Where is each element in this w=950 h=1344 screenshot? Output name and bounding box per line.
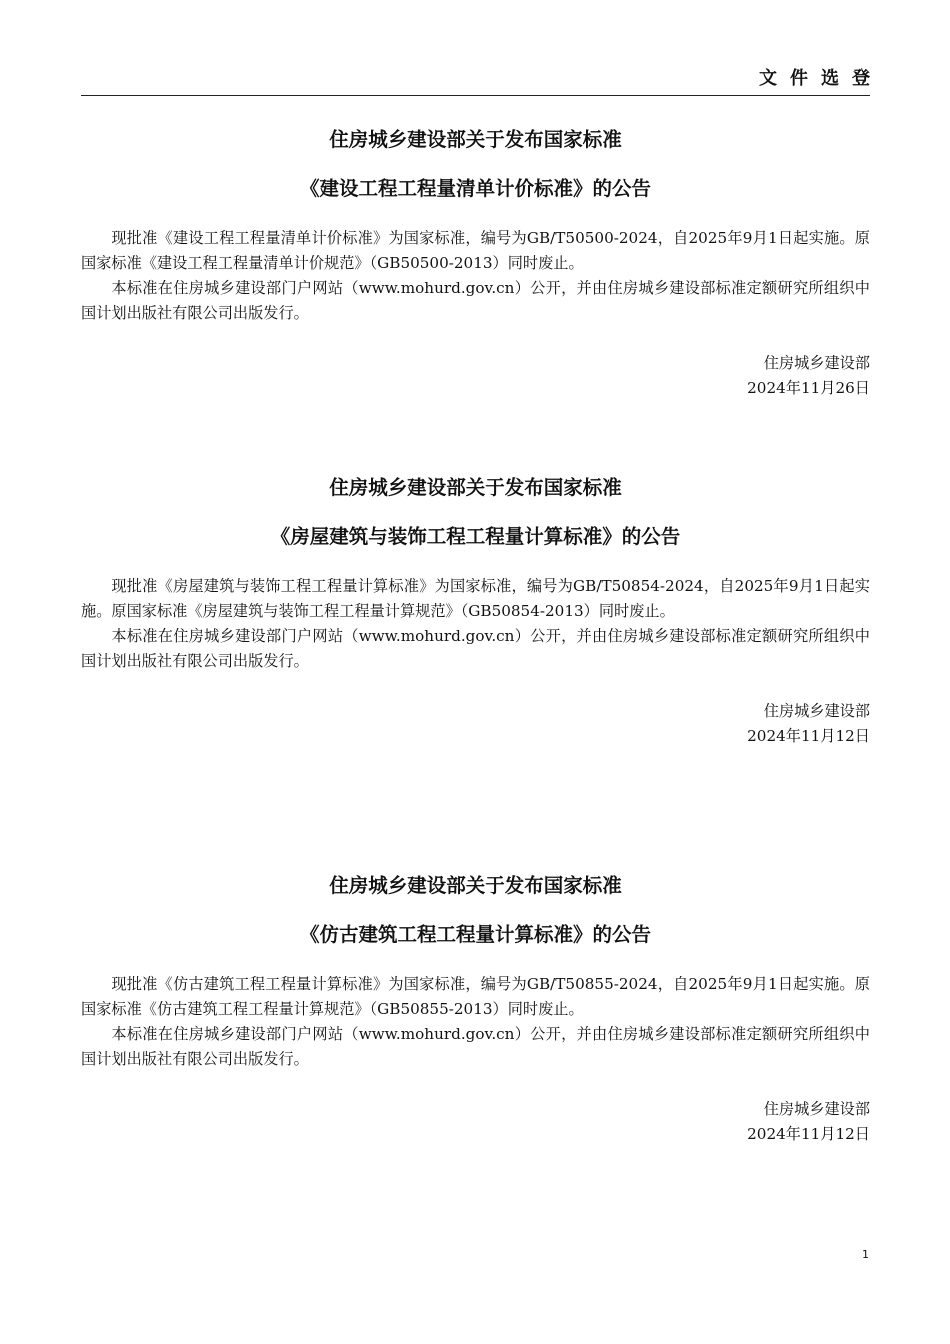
notice-1 (81, 127, 870, 401)
notice-paragraph: 本标准在住房城乡建设部门户网站（www.mohurd.gov.cn）公开，并由住房城乡建设部标准定额研究所组织中国计划出版社有限公司出版发行。 (81, 627, 870, 670)
notice-body (81, 972, 870, 1072)
page-number: 1 (862, 1248, 869, 1261)
signatory: 住房城乡建设部 (763, 702, 870, 720)
page-header (81, 66, 883, 96)
notice-date: 2024年11月12日 (747, 1125, 870, 1143)
notice-signature (81, 699, 870, 749)
notice-signature (81, 351, 870, 401)
notice-date: 2024年11月26日 (747, 379, 870, 397)
notice-signature (81, 1097, 870, 1147)
notice-paragraph: 本标准在住房城乡建设部门户网站（www.mohurd.gov.cn）公开，并由住房城乡建设部标准定额研究所组织中国计划出版社有限公司出版发行。 (81, 279, 870, 322)
notice-date: 2024年11月12日 (747, 727, 870, 745)
notice-title-line2: 《建设工程工程量清单计价标准》的公告 (299, 177, 651, 200)
notice-title-line1: 住房城乡建设部关于发布国家标准 (329, 476, 622, 499)
notice-paragraph: 现批准《建设工程工程量清单计价标准》为国家标准，编号为GB/T50500-2024，自2025年9月1日起实施。原国家标准《建设工程工程量清单计价规范》（GB50500-2013）同时废止。 (81, 229, 870, 272)
notice-3 (81, 873, 870, 1147)
notice-paragraph: 现批准《仿古建筑工程工程量计算标准》为国家标准，编号为GB/T50855-2024，自2025年9月1日起实施。原国家标准《仿古建筑工程工程量计算规范》（GB50855-2013）同时废止。 (81, 975, 870, 1018)
notice-title-line1: 住房城乡建设部关于发布国家标准 (329, 874, 622, 897)
notice-title-line2: 《仿古建筑工程工程量计算标准》的公告 (299, 923, 651, 946)
notice-body (81, 574, 870, 674)
section-title: 文件选登 (759, 68, 883, 89)
notice-2 (81, 475, 870, 749)
notice-paragraph: 现批准《房屋建筑与装饰工程工程量计算标准》为国家标准，编号为GB/T50854-2024，自2025年9月1日起实施。原国家标准《房屋建筑与装饰工程工程量计算规范》（GB50854-2013）同时废止。 (81, 577, 870, 620)
signatory: 住房城乡建设部 (763, 1100, 870, 1118)
notice-title-line2: 《房屋建筑与装饰工程工程量计算标准》的公告 (270, 525, 681, 548)
notice-body (81, 226, 870, 326)
notice-paragraph: 本标准在住房城乡建设部门户网站（www.mohurd.gov.cn）公开，并由住房城乡建设部标准定额研究所组织中国计划出版社有限公司出版发行。 (81, 1025, 870, 1068)
notice-title-line1: 住房城乡建设部关于发布国家标准 (329, 128, 622, 151)
signatory: 住房城乡建设部 (763, 354, 870, 372)
